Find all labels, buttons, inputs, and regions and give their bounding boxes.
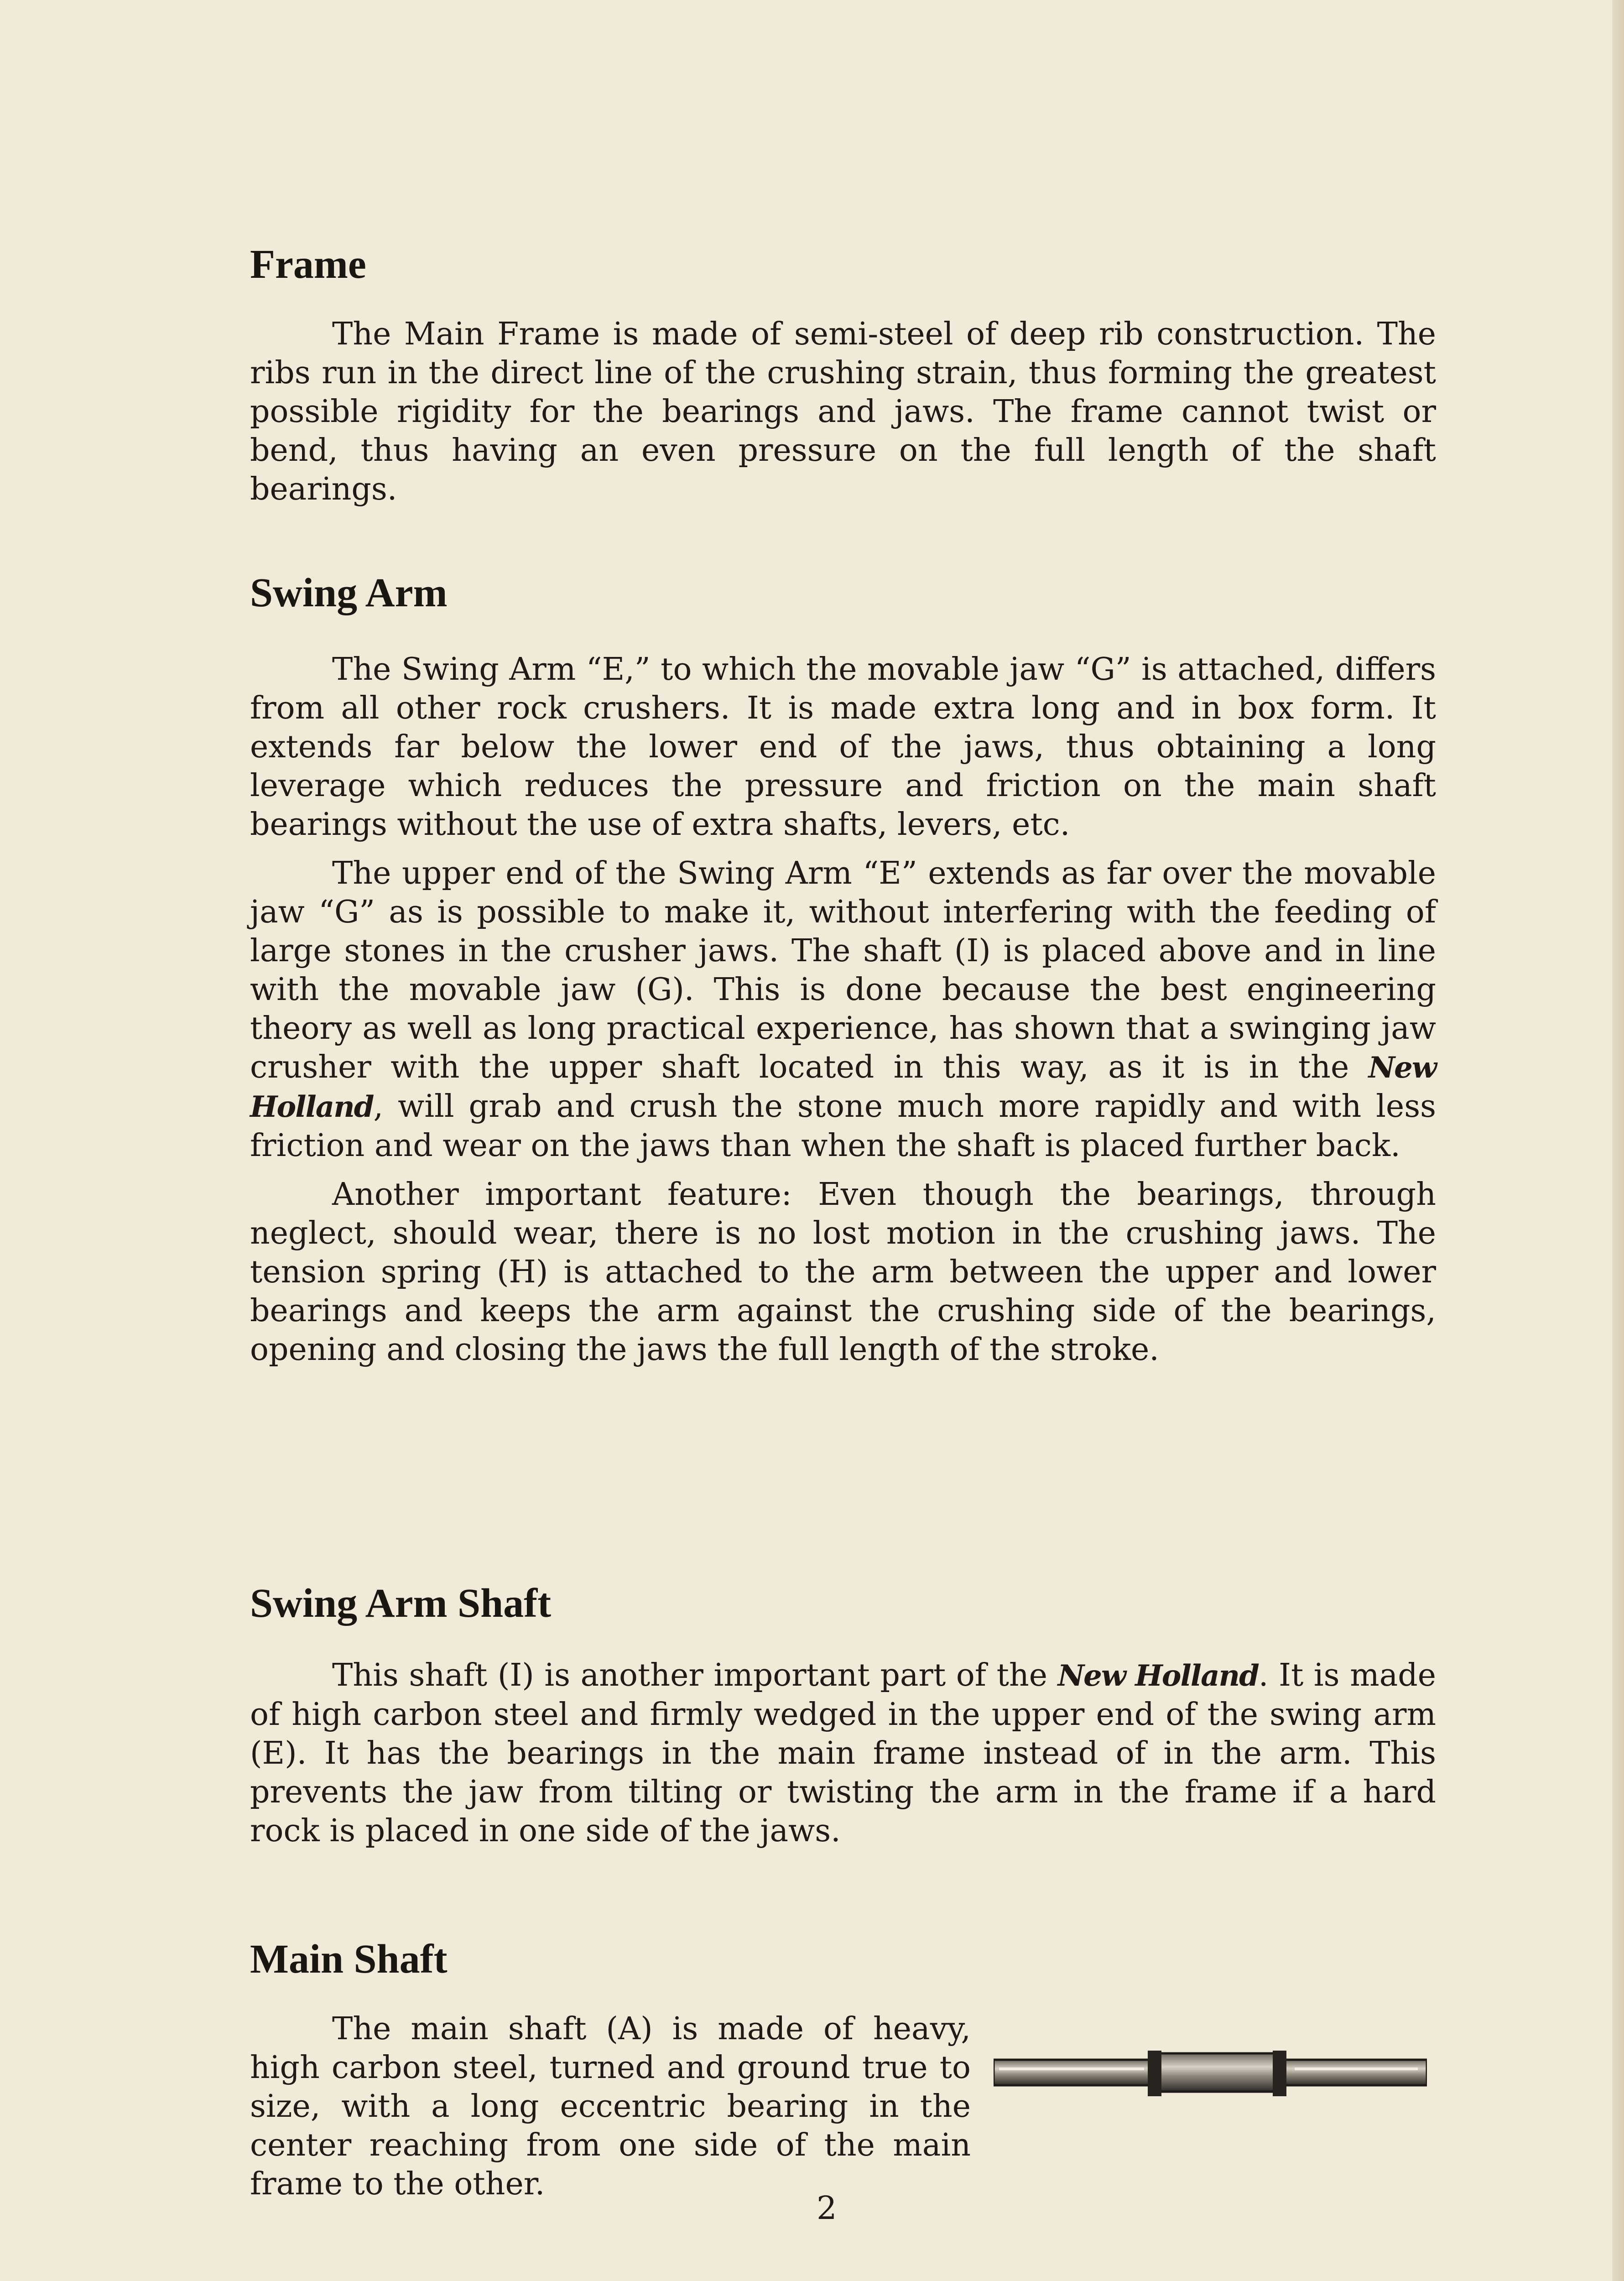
new-holland-logotype: New Holland	[250, 1051, 1436, 1124]
paragraph	[250, 854, 1436, 1165]
section-main-shaft	[250, 1937, 1436, 2203]
page-edge	[1612, 0, 1624, 2281]
paragraph: The Main Frame is made of semi-steel of deep rib construction. The ribs run in the direct line of the crushing strain, thus forming the greatest possible rigidity for the bearings and jaws. The frame cannot twist or bend, thus having an even pressure on the full length of the shaft bearings.	[250, 316, 1436, 507]
paragraph-text: This shaft (I) is another important part of the	[332, 1657, 1047, 1693]
paragraph-text: . It is made of high carbon steel and firmly wedged in the upper end of the swing arm (E). It has the bearings in the main frame instead of in the arm. This prevents the jaw from tilting or twisting the arm in the frame if a hard rock is placed in one side of the jaws.	[250, 1657, 1437, 1849]
section-heading: Main Shaft	[250, 1937, 448, 1982]
paragraph: The Swing Arm “E,” to which the movable jaw “G” is attached, differs from all other rock crushers. It is made extra long and in box form. It extends far below the lower end of the jaws, thus obtaining a long leverage which reduces the pressure and friction on the main shaft bearings without the use of extra shafts, levers, etc.	[250, 651, 1436, 843]
new-holland-logotype: New Holland	[1057, 1659, 1259, 1693]
section-heading: Swing Arm Shaft	[250, 1581, 552, 1626]
page-content	[250, 0, 1437, 2227]
paragraph-text: The upper end of the Swing Arm “E” extends as far over the movable jaw “G” as is possible to make it, without interfering with the feeding of large stones in the crusher jaws. The shaft (I) is placed above and in line with the movable jaw (G). This is done because the best engineering theory as well as long practical experience, has shown that a swinging jaw crusher with the upper shaft located in this way, as it is in the	[250, 855, 1436, 1085]
paragraph: Another important feature: Even though the bearings, through neglect, should wear, there is no lost motion in the crushing jaws. The tension spring (H) is attached to the arm between the upper and lower bearings and keeps the arm against the crushing side of the bearings, opening and closing the jaws the full length of the stroke.	[250, 1177, 1436, 1368]
section-swing-arm-shaft	[250, 1581, 1436, 1850]
section-swing-arm	[250, 570, 1436, 1369]
main-shaft-icon	[994, 2037, 1427, 2101]
section-frame	[250, 242, 1436, 509]
section-heading: Swing Arm	[250, 570, 448, 615]
page-number: 2	[817, 2189, 837, 2227]
section-heading: Frame	[250, 242, 366, 287]
paragraph-text: , will grab and crush the stone much more rapidly and with less friction and wear on the jaws than when the shaft is placed further back.	[250, 1088, 1436, 1164]
main-shaft-illustration	[994, 2037, 1427, 2101]
paragraph: The main shaft (A) is made of heavy, high carbon steel, turned and ground true to size, with a long eccentric bearing in the center reaching from one side of the main frame to the other.	[250, 2011, 971, 2202]
paragraph	[250, 1656, 1436, 1850]
